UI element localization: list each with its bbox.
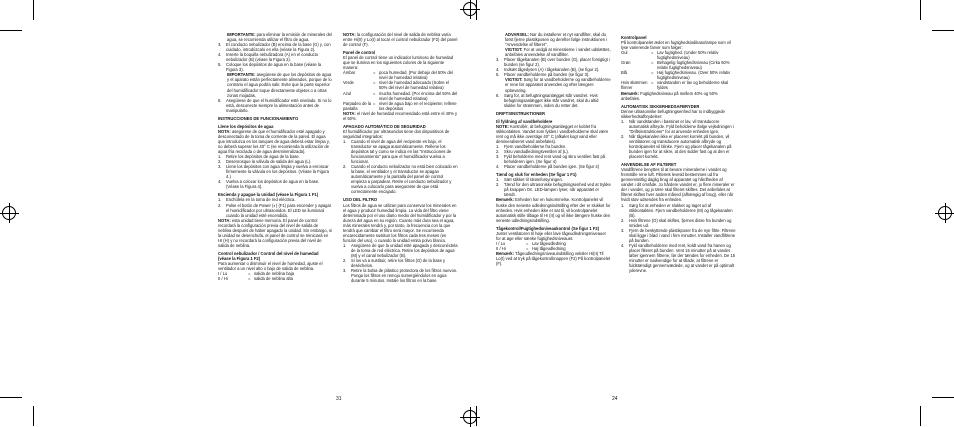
- paragraph: [218, 218, 332, 248]
- list-text: Når vandstanden i bassinet er lav, vil transducere automatisk afbryde. Fyld beholderne ifølge vejledningen i "Driftsinstruktioner" for at anvende enheden igen.: [629, 118, 734, 134]
- equals-sign: =: [526, 240, 529, 246]
- paragraph: [496, 124, 611, 144]
- equals-sign: =: [651, 60, 654, 66]
- bold-lead: NOTA:: [218, 217, 231, 223]
- list-number: 2.: [218, 202, 222, 208]
- list-number: 1.: [218, 154, 222, 160]
- list-number: 1.: [496, 143, 500, 149]
- list-number: 1.: [343, 242, 347, 248]
- equals-sign: =: [651, 80, 654, 86]
- list-item: [343, 164, 458, 194]
- definition-row: [218, 276, 332, 281]
- paragraph-text: Juster ventilatoren til høje eller lave tågeudledningsniveauer for at øge eller sænke fugtighedsniveauet.: [496, 230, 607, 241]
- list-item: [218, 62, 332, 72]
- equals-sign: =: [651, 50, 654, 56]
- equals-sign: =: [373, 90, 376, 96]
- bold-lead: Bemærk:: [496, 250, 514, 256]
- paragraph-text: Kontrollér, at befugtningsanlægget er koblet fra stikkontakten. Vandet som fyldes i vandbeholderne skal være rent og må ikke overstige 40° C (afkølet kogt vand eller demineraliseret vand anbefales).: [496, 123, 609, 144]
- list-number: 1.: [621, 202, 625, 208]
- list-text: Sørg for, at befugtningsanlægget står vandret. Hvis befugtningsanlægget ikke står vandret, skal du altid slukke for strømmen, inden du retter det.: [504, 92, 599, 108]
- list-text: Skru vandudledningsventilen af (L).: [504, 149, 569, 155]
- paragraph: [496, 231, 611, 241]
- definition-row: [621, 70, 736, 80]
- definition-row: [343, 91, 458, 101]
- equals-sign: =: [248, 271, 251, 277]
- list-text: Llene los depósitos con agua limpia y vuelva a enroscar firmemente la válvula en los depósitos. (Véase la Figura 4.): [226, 164, 329, 180]
- paragraph: [496, 47, 611, 57]
- bold-lead: Bemærk:: [496, 197, 514, 203]
- definition-term: II / Hi: [218, 276, 228, 282]
- definition-value: salida de neblina baja: [254, 271, 295, 277]
- section-heading: Tænd og sluk for enheden (Se figur 1 F1): [496, 172, 577, 178]
- definition-row: [621, 80, 736, 90]
- paragraph-text: Sørg for at vandbeholderne og vandbeholderne er rene før apparatet anvendes og efter længere opbevaring.: [505, 77, 611, 93]
- definition-row: [621, 60, 736, 70]
- equals-sign: =: [248, 276, 251, 282]
- bold-lead: IMPORTANTE:: [227, 72, 256, 78]
- list-number: 6.: [496, 92, 500, 98]
- list-number: 4.: [496, 67, 500, 73]
- section-heading: INSTRUCCIONES DE FUNCIONAMIENTO: [218, 115, 299, 121]
- equals-sign: =: [373, 70, 376, 76]
- list-item: [343, 258, 458, 268]
- list-item: [621, 203, 736, 218]
- paragraph-text: Vandfiltrene benyttes til at bevare mineralerne i vandet og fremstille rene luft. Filterets levetid bestemmes ud fra gennemsnitlig daglig brug af apparatet og hårdheden af vandet i dit område. Jo hårdere vandet er, jo flere mineraler er der i vandet, og jo tære skal filteret skiftes. Det anbefales at filteret skiftes hver anden måned (afhængig af brug), eller når hvidt støv udsendes fra enheden.: [621, 167, 735, 203]
- paragraph: [621, 40, 736, 50]
- paragraph-text: Denne ultrasoniske befugtningsenhed har to indbyggede sikkerhedsafbrydelser:: [621, 108, 725, 119]
- bold-lead: NOTA:: [343, 110, 356, 116]
- list-text: Tænd for den ultrasoniske befugtningsenhed ved at trykke på knappen On. LED-lampen lyser, når apparatet er tændt.: [504, 182, 611, 198]
- paragraph-text: asegúrese de que los depósitos de agua y el aparato están perfectamente alineados, porque de lo contrario el agua podría salir. Evite que la parte superior del humidificador toque directamente objetos o a otras zonas mojadas.: [227, 72, 332, 98]
- paragraph-text: Tågeudledningsniveauindstilling veksler Hi(II) Til Lo(I) ved at tryk på tågekontrolknappen (F2) På kontrolpanelet (F).: [496, 250, 611, 267]
- list-text: Fjern de beskyttende plastikposer fra de nye filtre. Filtrene skal ligge i blød i vand i fem minutter. Installer vandfiltrene på bunden.: [629, 227, 736, 243]
- list-number: 3.: [343, 268, 347, 274]
- list-number: 2.: [218, 159, 222, 165]
- definition-value: Høj tågeudledning: [532, 245, 566, 251]
- paragraph: [218, 129, 332, 154]
- definition-row: [621, 50, 736, 60]
- list-number: 5.: [496, 72, 500, 78]
- crop-mark: [33, 0, 34, 20]
- section-heading: AUTOMATISK SIKKERHEDSAFBRYDER: [621, 103, 700, 109]
- bold-lead: NOTE:: [496, 123, 509, 129]
- list-text: Cuando el conducto nebulizador no está bien colocado en la base, el ventilador y el transductor se apagan automáticamente y la pantalla del panel de control empieza a parpadear. Retire el conducto nebulizador y vuelva a colocarlo para asegurarse de que está correctamente encajado.: [351, 164, 458, 195]
- list-text: Hvis filtrene (O) skal skiftes, fjernes disse fra bunden og smides ud.: [629, 217, 732, 228]
- equals-sign: =: [373, 100, 376, 106]
- list-text: Indsæt tågedysen (A) i tågekanalen (B), (se figur 2).: [504, 67, 600, 73]
- paragraph-text: Nar du installerer et nyt vandfilter, skal du først fjerne plastikposen og derefter følge instruktionen i "Anvendelse af filteret".: [505, 32, 608, 48]
- list-text: Si los va a sustituir, retire los filtros (O) de la base y deséchelos.: [351, 258, 446, 269]
- paragraph: [496, 197, 611, 222]
- paragraph: [218, 72, 332, 97]
- list-item: [496, 164, 611, 169]
- list-text: Retire los depósitos de agua de la base.: [226, 154, 300, 160]
- definition-term: I / Lo: [218, 271, 228, 277]
- list-item: [621, 119, 736, 134]
- paragraph: [343, 129, 458, 139]
- paragraph: [343, 32, 458, 47]
- crop-mark: [932, 30, 954, 31]
- list-text: Når tågekanalen ikke er placeret korrekt på bunden, vil ventilatoren og transducere automatisk afbryde og kontrolpanelet vil blinke. Fjern og placer tågekanalen på bunden igen for at sikre, at den sidder fast og at den er placeret korrekt.: [629, 133, 732, 160]
- list-number: 3.: [621, 227, 625, 233]
- paragraph-text: Enheden har en hukommelse. Kontrolpanelet vil huske den seneste udledningsindstilling efter der er slukket for enheden. Hvis enheden ikke er sat til, vil kontrolpanelet automatisk stille tilbage til Hi (II) og vil ikke længere huske den seneste udledningsindstilling.: [496, 197, 611, 223]
- list-number: 2.: [496, 182, 500, 188]
- section-heading: USO DEL FILTRO: [343, 197, 378, 203]
- paragraph-text: para eliminar la emisión de minerales del agua, se recomienda utilizar el filtro de agua.: [227, 32, 332, 43]
- list-text: Asegúrese de que la unidad esté apagada y desconéctela de la toma de red eléctrica. Retire los depósitos de agua (M) y el canal nebulizador (B).: [351, 242, 458, 258]
- bold-lead: NOTA:: [218, 128, 231, 134]
- list-text: Coloque los depósitos de agua en la base (véase la Figura 3).: [226, 62, 322, 73]
- definition-term: Hvis skærmen flimrer: [621, 80, 648, 91]
- list-item: [343, 268, 458, 283]
- bold-lead: Bemærk:: [621, 90, 639, 96]
- paragraph-text: Los filtros de agua se utilizan para conservar los minerales en el agua y producir humedad limpia. La vida del filtro viene determinada por el uso diario medio del humidificador y por la dureza del agua en su región. Cuanto más dura sea el agua, más minerales tendrá y, por tanto, la frecuencia con la que tendrá que cambiar el filtro será mayor. Se recomienda encarecidamente sustituir los filtros cada tres meses (en función del uso), o cuando la unidad emita polvo blanco.: [343, 202, 457, 243]
- list-number: 1.: [621, 118, 625, 124]
- list-item: [218, 52, 332, 62]
- page-number-left: 31: [336, 396, 342, 402]
- paragraph-text: El panel de control tiene un indicador luminoso de humedad que se ilumina en los siguientes colores de la siguiente manera:: [343, 55, 454, 71]
- list-item: [496, 57, 611, 67]
- list-item: [218, 42, 332, 52]
- definition-value: nivel de agua bajo en el recipiente; rellene los depósitos: [379, 100, 457, 111]
- list-number: 6.: [218, 97, 222, 103]
- crop-mark: [0, 397, 22, 398]
- paragraph: [496, 77, 611, 92]
- column-4: [621, 32, 736, 273]
- paragraph: [343, 55, 458, 70]
- paragraph-text: esta unidad tiene memoria. El panel de control recordará la configuración previa del nivel de salida de neblina después de haber apagado la unidad. Sin embargo, si la unidad se desenchufa, el panel de control se reiniciará en HI (H) y no recordará la configuración previa del nivel de salida de neblina.: [218, 217, 332, 248]
- definition-value: poca humedad. (Por debajo del 50% del nivel de humedad relativa): [379, 70, 453, 81]
- list-number: 3.: [496, 57, 500, 63]
- list-item: [218, 164, 332, 179]
- section-heading: til fyldning af vandbeholdere: [496, 118, 553, 124]
- definition-term: Ámbar: [343, 70, 356, 76]
- bold-lead: ADVARSEL:: [505, 32, 529, 37]
- definition-value: mucha humedad. (Por encima del 50% del nivel de humedad relativa): [379, 90, 458, 101]
- paragraph: [218, 261, 332, 271]
- section-heading: Panel de control: [343, 50, 376, 56]
- list-number: 3.: [218, 164, 222, 170]
- list-number: 4.: [218, 52, 222, 58]
- list-item: [621, 243, 736, 273]
- definition-term: Parpadeo de la pantalla: [343, 100, 372, 111]
- list-text: Retire la bolsa de plástico protectora de los filtros nuevos. Ponga los filtros en remojo sumergiéndolos en agua durante 5 minutos. Instale los filtros en la base.: [351, 268, 458, 284]
- list-text: Fjern vandbeholderne fra bunden.: [504, 143, 567, 149]
- list-item: [343, 243, 458, 258]
- definition-value: Lav tågeudledning: [532, 240, 566, 246]
- list-item: [621, 218, 736, 228]
- definition-row: [343, 101, 458, 111]
- paragraph-text: Para aumentar o disminuir el nivel de humedad, ajuste el ventilador a un nivel alto o bajo de salida de neblina.: [218, 261, 323, 272]
- paragraph: [621, 109, 736, 119]
- list-number: 2.: [621, 217, 625, 223]
- list-item: [496, 154, 611, 164]
- definition-term: Blå: [621, 70, 627, 76]
- list-text: Asegúrese de que el humidificador esté nivelado. Si no lo está, desconecte siempre la alimentación antes de manipularlo.: [226, 97, 332, 113]
- definition-value: nivel de humedad adecuado (Sobre el 50% del nivel de humedad relativa): [379, 80, 449, 91]
- paragraph-text: asegúrese de que el humidificador esté apagado y desconectado de la toma de corriente de la pared. El agua que introduzca en los tanques de agua deberá estar limpia y, no deberá superar los 40° C (se recomienda la utilización de agua fría reciclada o de agua desmineralizada).: [218, 128, 330, 155]
- list-number: 3.: [218, 42, 222, 48]
- list-number: 1.: [343, 138, 347, 144]
- list-number: 2.: [496, 149, 500, 155]
- list-text: Vuelva a colocar los depósitos de agua en la base. (Véase la Figura 4).: [226, 179, 320, 190]
- list-number: 4.: [218, 179, 222, 185]
- section-heading: ANVENDELSE AF FILTERET: [621, 162, 677, 168]
- paragraph-text: Fugtighedsniveau på mellem 40% og 50% anbefales.: [621, 90, 718, 101]
- crop-mark: [932, 397, 954, 398]
- definition-row: [343, 80, 458, 90]
- list-item: [218, 203, 332, 218]
- column-3: [496, 32, 611, 266]
- crop-mark: [920, 406, 921, 426]
- bold-lead: VIGTIGT:: [505, 47, 523, 53]
- list-number: 5.: [218, 62, 222, 68]
- list-number: 4.: [621, 242, 625, 248]
- list-number: 1.: [218, 197, 222, 203]
- definition-value: vandstanden er lav og beholderne skal fyldes: [657, 80, 729, 91]
- column-2: [343, 32, 458, 283]
- list-item: [218, 179, 332, 189]
- crop-mark: [920, 0, 921, 20]
- definition-row: [343, 70, 458, 80]
- list-text: Placer vandbeholderne på bunden igen. (Se figur 4): [504, 164, 600, 170]
- bold-lead: VIGTIGT:: [505, 77, 523, 83]
- list-text: Fyld vandbeholderne med rent, koldt vand fra hanen og placer filteret på bunden. Vent 15 minutter på at vandet løber igennem filtrene, før der tændes for enheden. De 15 minutter er nødvendige for at tillade, at filtrene er fuldstændigt gennemvædede, og at vandet er på optimalt yderevne.: [629, 242, 736, 274]
- paragraph: [218, 32, 332, 42]
- section-heading: Tågekontrol/Fugtighedsniveaukontrol (Se figur 1 F2): [496, 225, 600, 231]
- bold-lead: NOTA:: [343, 32, 356, 37]
- list-number: 1.: [496, 177, 500, 183]
- paragraph: [343, 111, 458, 121]
- paragraph-text: el nivel de humedad recomendado está entre el 40% y el 50%.: [343, 110, 458, 121]
- crop-mark: [33, 406, 34, 426]
- definition-value: Lav fugtighed. (Under 50% relativ fugtighedsniveau): [657, 50, 719, 61]
- list-text: Enchúfela en la toma de red eléctrica.: [226, 197, 296, 203]
- list-text: Placer tågekanalen (B) over bunden (G), placer forsigtigt i bunden (se figur 2).: [504, 57, 610, 68]
- equals-sign: =: [526, 245, 529, 251]
- registration-mark: [938, 206, 952, 220]
- definition-value: salida de neblina alta: [254, 276, 293, 282]
- column-1: [218, 32, 332, 281]
- list-text: Pulse el botón de Power (◐) (F1) para encender y apagar el humidificador por ultrasonidos. El LED se iluminará cuando la unidad esté encendida.: [226, 202, 332, 218]
- list-number: 2.: [343, 164, 347, 170]
- paragraph: [343, 203, 458, 243]
- definition-term: Gul: [621, 50, 628, 56]
- list-text: Placer vandbeholderne på bunden (se figur 3).: [504, 72, 590, 78]
- list-item: [496, 182, 611, 197]
- list-item: [621, 134, 736, 159]
- definition-value: Behagelig fugtighedsniveau (Cirka 50% relativ fugtighedsniveau): [657, 60, 730, 71]
- list-number: 4.: [496, 164, 500, 170]
- paragraph: [496, 32, 611, 47]
- crop-mark: [0, 30, 22, 31]
- registration-mark: [2, 206, 16, 220]
- list-text: Inserte la boquilla nebulizadora (A) en el conducto nebulizador (B) (véase la Figura 2).: [226, 52, 319, 63]
- list-item: [621, 228, 736, 243]
- paragraph-text: El humidificador por ultrasonidos tiene dos dispositivos de seguridad integrados:: [343, 128, 450, 139]
- list-text: Sæt stikket til strømforsyningen.: [504, 177, 563, 183]
- paragraph-text: For at undgå at mineralerne i vandet udslættes, anbefales anvendelse af vandfilter.: [505, 47, 611, 58]
- list-text: Cuando el nivel de agua del recipiente es bajo, el transductor se apaga automáticamente. Rellene los depósitos tal y como se indica en las "Instrucciones de funcionamiento" para que el humidificador vuelva a funcionar.: [351, 138, 452, 165]
- paragraph-text: På kontrolpanelet ædet en fugtighedsindikatorlampe som vil lyse varierende farver som følger:: [621, 40, 731, 51]
- section-heading: Llene los depósitos de agua: [218, 123, 274, 129]
- paragraph: [621, 167, 736, 202]
- definition-value: Høj fugtighedsniveau. (Over 50% relativ fugtighedsniveau): [657, 70, 731, 81]
- section-heading: Control nebulizador / Control del nivel de humedad (véase la Figura 1 F2): [218, 250, 319, 261]
- definition-term: Grøn: [621, 60, 631, 66]
- page-number-right: 24: [612, 396, 618, 402]
- bold-lead: IMPORTANTE:: [227, 32, 256, 37]
- section-heading: APAGADO AUTOMÁTICO DE SEGURIDAD: [343, 123, 426, 129]
- section-heading: Encienda y apague la unidad (véase la Figura 1 F1): [218, 192, 319, 198]
- definition-term: II / Hi: [496, 245, 506, 251]
- equals-sign: =: [373, 80, 376, 86]
- list-item: [218, 98, 332, 113]
- paragraph-text: la configuración del nivel de salida de neblina varía entre Hi(II) y Lo(I) al tocar el control nebulizador (F2) del panel de control (F).: [343, 32, 458, 48]
- list-number: 2.: [621, 133, 625, 139]
- list-number: 3.: [496, 154, 500, 160]
- list-number: 2.: [343, 258, 347, 264]
- equals-sign: =: [651, 70, 654, 76]
- list-text: El conducto nebulizador (B) encima de la base (G) y, con cuidado, introdúzcalo en ella (véase la Figura 2).: [226, 42, 331, 53]
- registration-mark: [463, 2, 477, 16]
- section-heading: DRIFTSINSTRUKTIONER: [496, 110, 545, 116]
- paragraph: [621, 91, 736, 101]
- registration-mark: [463, 410, 477, 424]
- definition-term: Azul: [343, 90, 352, 96]
- paragraph: [496, 251, 611, 266]
- definition-term: Verde: [343, 80, 354, 86]
- definition-term: I / Lo: [496, 240, 506, 246]
- list-text: Fyld beholderne med rent vand og skru ventilen fast på beholderen igen. (Se figur 4): [504, 154, 606, 165]
- list-item: [496, 93, 611, 108]
- list-item: [343, 139, 458, 164]
- list-text: Sørg for at enheden er slukket og taget ud af stikkontakten. Fjern vandbeholderne (M) og tågekanalen (B).: [629, 202, 733, 218]
- list-text: Desenrosque la válvula de salida del agua (L).: [226, 159, 312, 165]
- section-heading: Kontrolpanel: [621, 35, 647, 40]
